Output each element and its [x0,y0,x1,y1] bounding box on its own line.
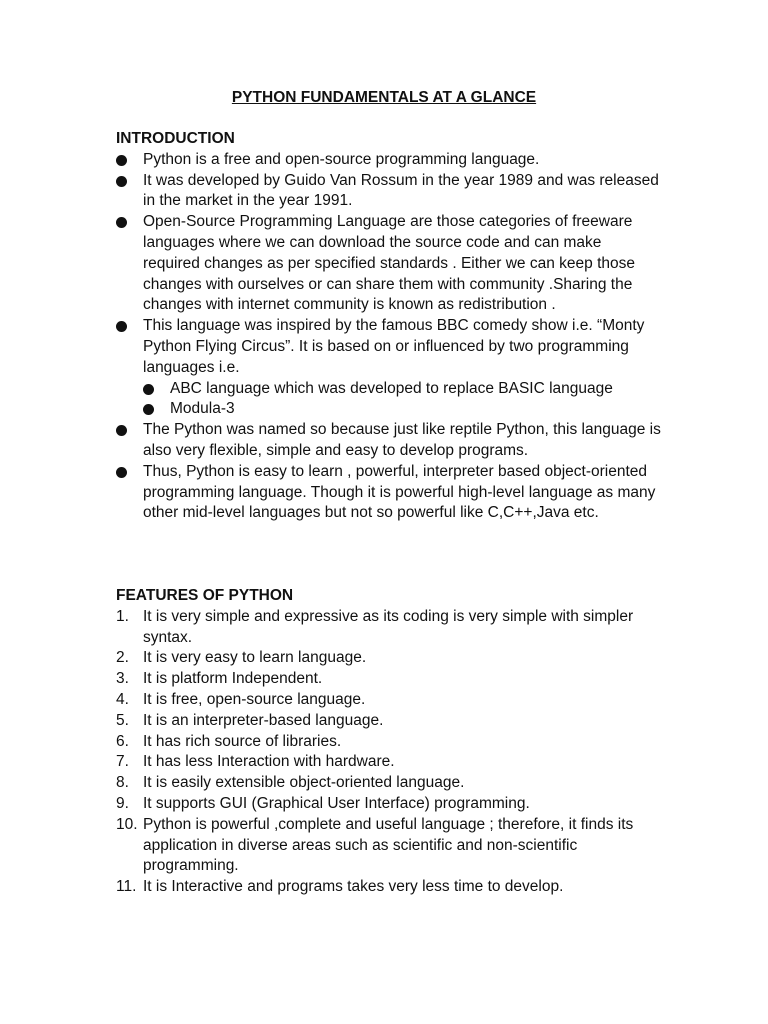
list-item [116,648,661,669]
sub-list-item-text: ABC language which was developed to replace BASIC language [170,379,613,397]
list-item [116,711,661,732]
sub-list [143,379,661,421]
list-item-text: This language was inspired by the famous BBC comedy show i.e. “Monty Python Flying Circus”. It is based on or influenced by two programming languages i.e. [143,317,645,376]
list-item-text: Open-Source Programming Language are those categories of freeware languages where we can download the source code and can make required changes as per specified standards . Either we can keep those changes with ourselves or can share them with community .Sharing the changes with internet community is known as redistribution . [143,213,635,314]
list-item-text: It is very simple and expressive as its coding is very simple with simpler syntax. [143,607,634,646]
sub-list-item-text: Modula-3 [170,400,235,418]
list-item-text: It was developed by Guido Van Rossum in the year 1989 and was released in the market in the year 1991. [143,171,659,210]
list-number: 11. [116,878,137,896]
bullet-icon [116,217,127,228]
list-item [116,171,661,213]
list-item [116,462,661,524]
list-item-text: It is very easy to learn language. [143,649,367,667]
features-list [116,607,661,898]
bullet-icon [116,321,127,332]
introduction-section [116,129,661,524]
list-item [116,212,661,316]
list-item [116,794,661,815]
list-item [116,732,661,753]
introduction-list [116,150,661,524]
bullet-icon [116,176,127,187]
list-item [116,773,661,794]
document-title: PYTHON FUNDAMENTALS AT A GLANCE [231,89,537,106]
list-item-text: Thus, Python is easy to learn , powerful, interpreter based object-oriented programming language. Though it is powerful high-level language as many other mid-level languages but not so powerful like C,C++,Java etc. [143,462,656,522]
features-section [116,586,661,898]
list-number: 1. [116,607,129,625]
list-number: 7. [116,753,129,771]
list-number: 8. [116,774,129,792]
list-number: 6. [116,732,129,750]
list-item [116,607,661,649]
list-number: 2. [116,649,129,667]
list-item-text: It has less Interaction with hardware. [143,753,395,771]
list-item-text: It is free, open-source language. [143,690,366,708]
sub-list-item [143,399,661,420]
introduction-heading: INTRODUCTION [116,130,235,147]
list-item-text: Python is a free and open-source programming language. [143,150,540,168]
features-heading: FEATURES OF PYTHON [116,587,294,604]
bullet-icon [116,467,127,478]
bullet-icon [116,425,127,436]
list-number: 3. [116,670,129,688]
list-number: 5. [116,711,129,729]
list-item [116,316,661,420]
list-item [116,815,661,877]
list-item [116,150,661,171]
list-item-text: It is Interactive and programs takes very less time to develop. [143,878,564,896]
bullet-icon [116,155,127,166]
bullet-icon [143,384,154,395]
list-item [116,669,661,690]
list-item-text: It is easily extensible object-oriented language. [143,774,465,792]
list-item-text: It has rich source of libraries. [143,732,342,750]
list-item-text: It supports GUI (Graphical User Interface) programming. [143,794,530,812]
sub-list-item [143,379,661,400]
list-item [116,420,661,462]
list-item-text: Python is powerful ,complete and useful language ; therefore, it finds its application in diverse areas such as scientific and non-scientific programming. [143,815,634,875]
list-item-text: It is platform Independent. [143,670,323,688]
bullet-icon [143,404,154,415]
list-item-text: The Python was named so because just like reptile Python, this language is also very flexible, simple and easy to develop programs. [143,421,661,459]
list-item [116,690,661,711]
list-item [116,752,661,773]
list-item-text: It is an interpreter-based language. [143,711,384,729]
list-number: 10. [116,815,138,833]
list-item [116,877,661,898]
list-number: 4. [116,690,129,708]
list-number: 9. [116,794,129,812]
